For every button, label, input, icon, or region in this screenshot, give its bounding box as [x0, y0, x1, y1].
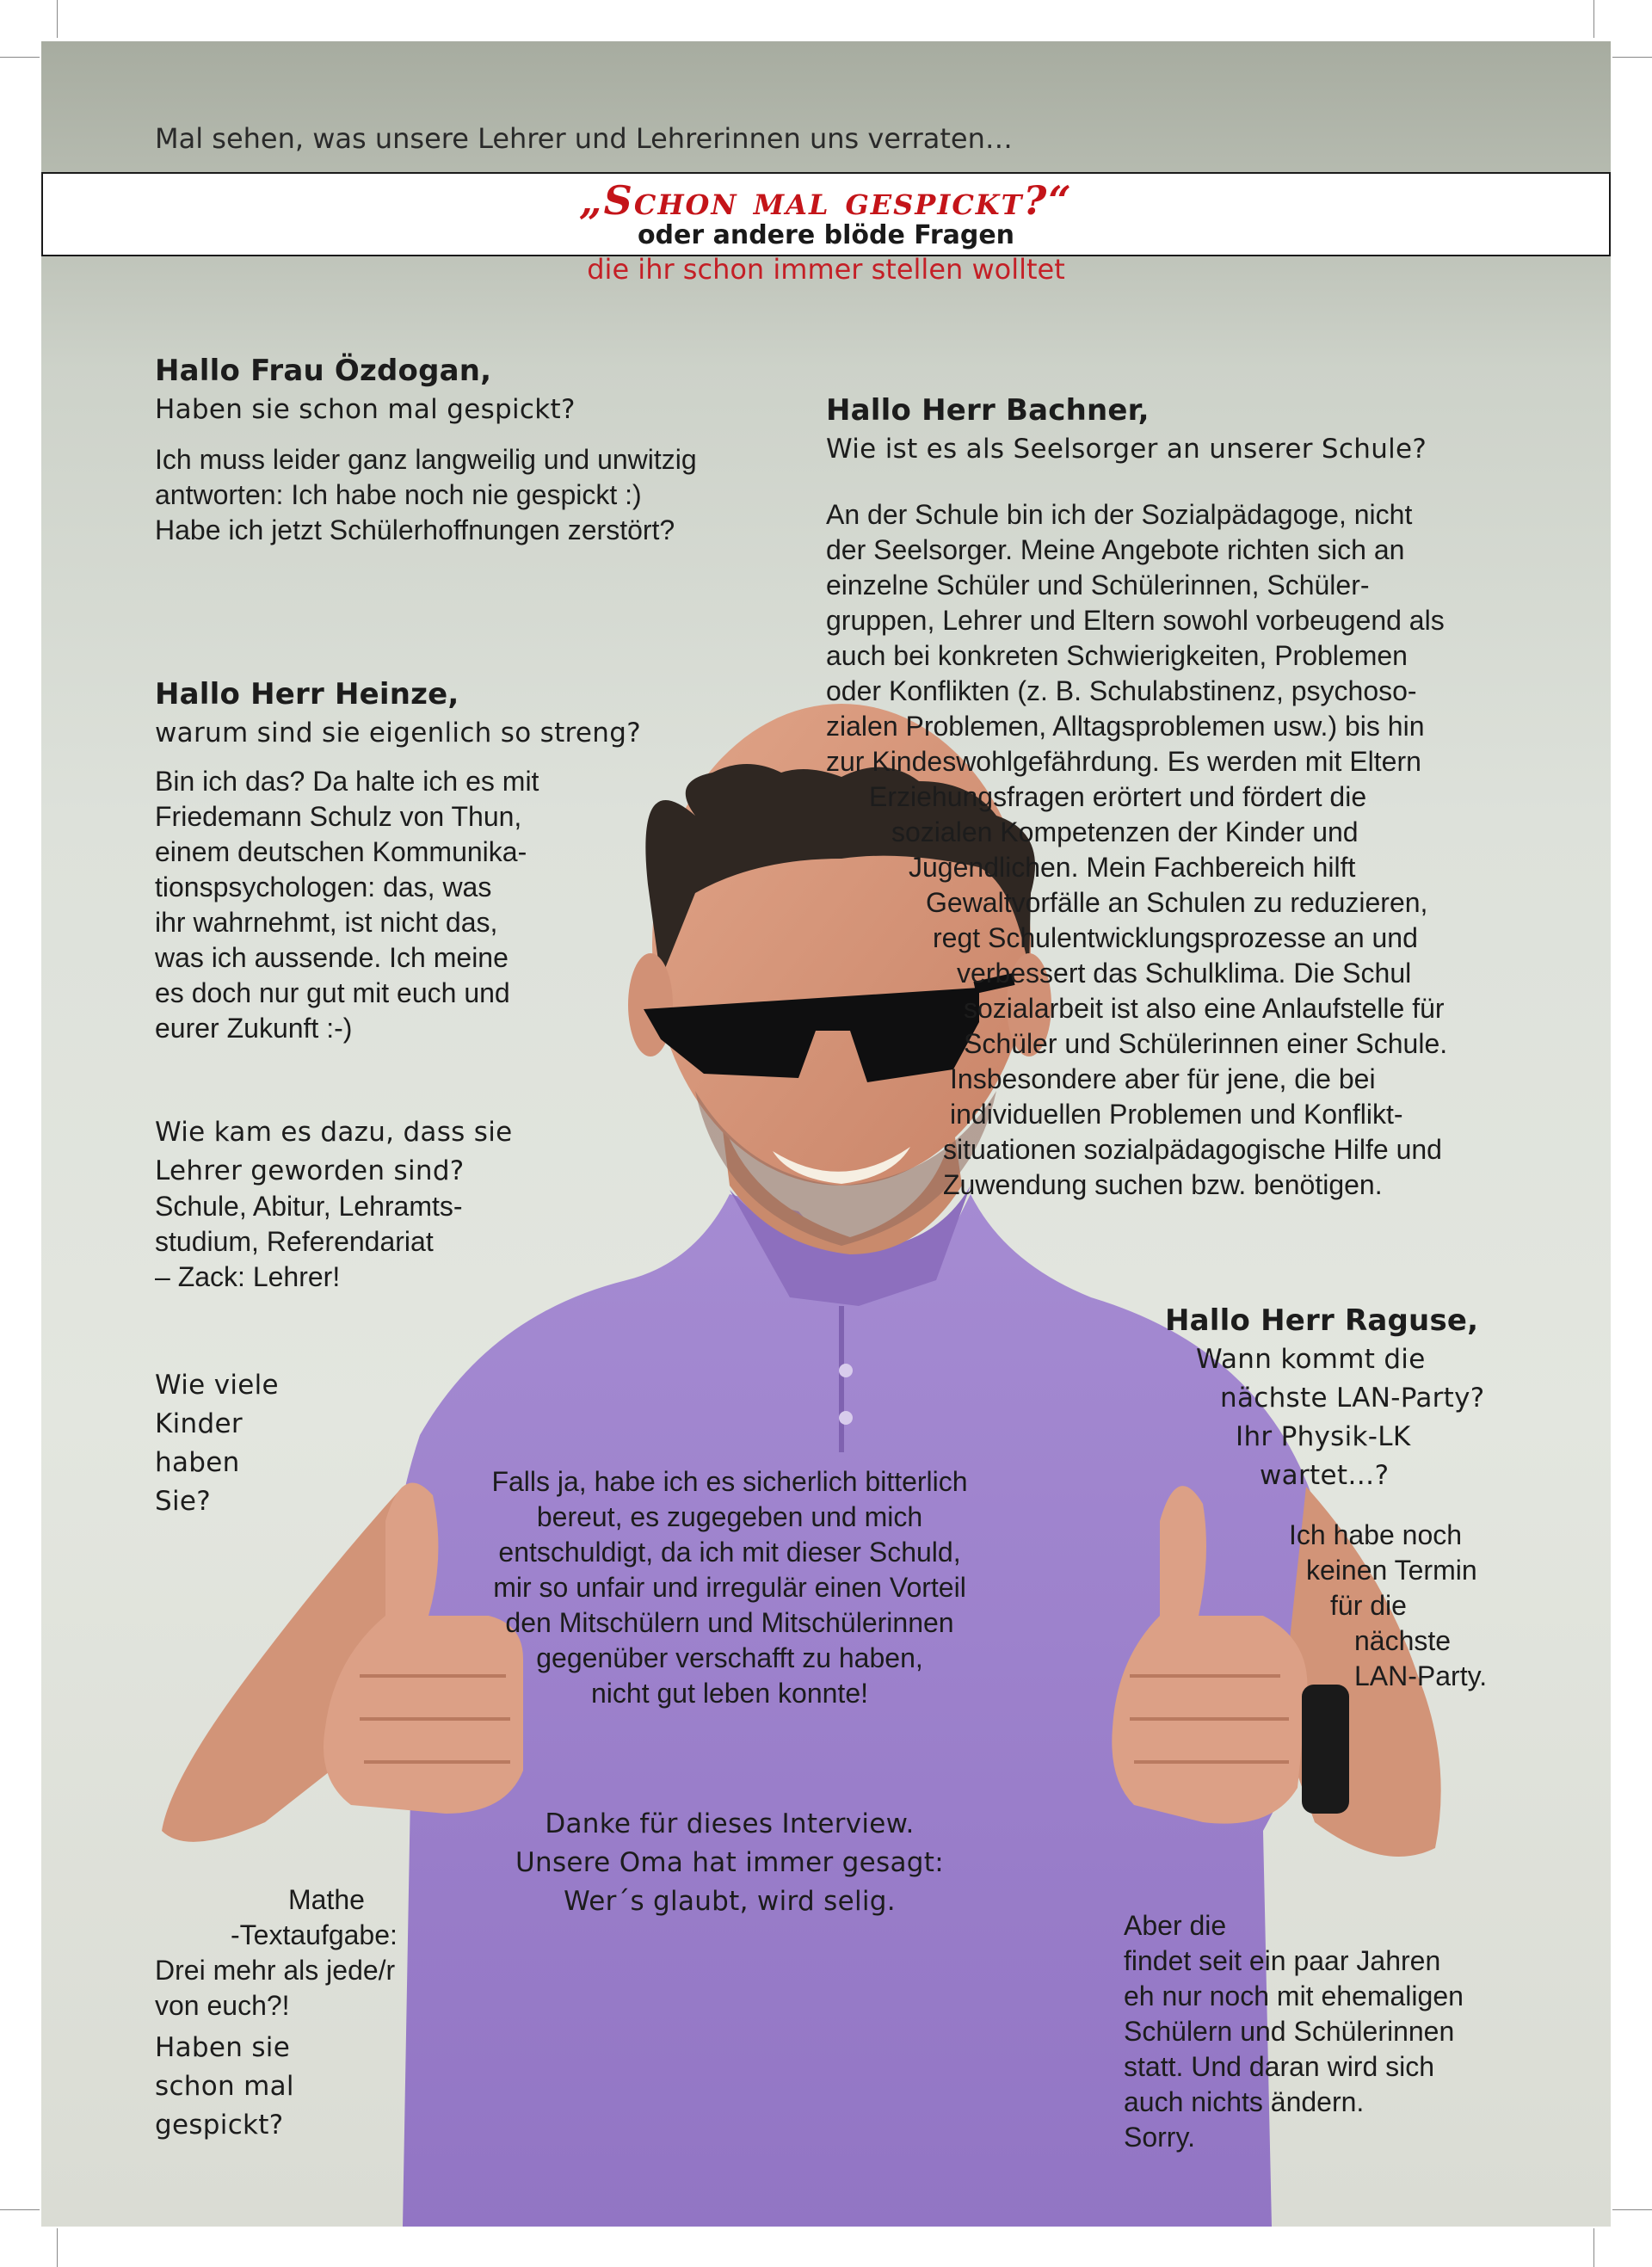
crop-mark — [57, 2228, 58, 2267]
crop-mark — [1593, 0, 1594, 38]
greeting-heinze: Hallo Herr Heinze, — [155, 677, 459, 712]
greeting-raguse: Hallo Herr Raguse, — [1165, 1303, 1479, 1338]
answer-bachner: An der Schule bin ich der Sozialpädagoge, nicht der Seelsorger. Meine Angebote richten sich an einzelne Schüler und Schülerinnen, Schüler- gruppen, Lehrer und Eltern sowohl vorbeugend als auch bei konkreten Schwierigkeiten, Problemen oder Konflikten (z. B. Schulabstinenz, psychoso- zialen Problemen, Alltagsproblemen usw.) bis hin zur Kindeswohlgefährdung. Es werden mit Eltern Erziehungsfragen erörtert und fördert die sozialen Kompetenzen der Kinder und Jugendlichen. Mein Fachbereich hilft Gewaltvorfälle an Schulen zu reduzieren, regt Schulentwicklungsprozesse an und verbessert das Schulklima. Die Schul sozialarbeit ist also eine Anlaufstelle für Schüler und Schülerinnen einer Schule. Insbesondere aber für jene, die bei individuellen Problemen und Konflikt- situationen sozialpädagogische Hilfe und Zuwendung suchen bzw. benötigen. — [826, 499, 1448, 1200]
closing-remark: Danke für dieses Interview. Unsere Oma hat immer gesagt: Wer´s glaubt, wird selig. — [515, 1808, 944, 1917]
page-title: „Schon mal gespickt?“ — [579, 177, 1073, 224]
greeting-oezdogan: Hallo Frau Özdogan, — [155, 354, 492, 388]
crop-mark — [1612, 57, 1652, 58]
crop-mark — [0, 57, 40, 58]
question-oezdogan: Haben sie schon mal gespickt? — [155, 394, 576, 425]
crop-mark — [0, 2209, 40, 2210]
answer-raguse: Ich habe noch keinen Termin für die nächste LAN-Party. — [1289, 1519, 1488, 1691]
crop-mark — [1612, 2209, 1652, 2210]
question-heinze-4: Haben sie schon mal gespickt? — [155, 2032, 294, 2141]
page-subtitle: oder andere blöde Fragen — [637, 220, 1015, 250]
greeting-bachner: Hallo Herr Bachner, — [826, 393, 1150, 428]
question-raguse: Wann kommt die nächste LAN-Party? Ihr Physik-LK wartet…? — [1196, 1344, 1485, 1491]
answer-heinze-3: Mathe -Textaufgabe: Drei mehr als jede/r von euch?! — [155, 1884, 398, 2021]
question-bachner: Wie ist es als Seelsorger an unserer Schule? — [826, 434, 1427, 465]
kicker-line: Mal sehen, was unsere Lehrer und Lehrerinnen uns verraten… — [155, 122, 1013, 155]
answer-raguse-2: Aber die findet seit ein paar Jahren eh nur noch mit ehemaligen Schülern und Schülerinnen statt. Und daran wird sich auch nichts ändern. Sorry. — [1124, 1910, 1464, 2153]
crop-mark — [1593, 2228, 1594, 2267]
question-heinze-3: Wie viele Kinder haben Sie? — [155, 1370, 279, 1517]
watch — [1302, 1685, 1349, 1814]
answer-heinze-4: Falls ja, habe ich es sicherlich bitterlich bereut, es zugegeben und mich entschuldigt, da ich mit dieser Schuld, mir so unfair und irregulär einen Vorteil den Mitschülern und Mitschülerinnen gegenüber verschafft zu haben, nicht gut leben konnte! — [491, 1466, 968, 1709]
question-heinze: warum sind sie eigenlich so streng? — [155, 718, 641, 748]
answer-heinze: Bin ich das? Da halte ich es mit Friedemann Schulz von Thun, einem deutschen Kommunika- tionspsychologen: das, was ihr wahrnehmt, ist nicht das, was ich aussende. Ich meine es doch nur gut mit euch und eurer Zukunft :-) — [155, 766, 539, 1044]
crop-mark — [57, 0, 58, 38]
magazine-page — [41, 41, 1611, 2227]
answer-oezdogan: Ich muss leider ganz langweilig und unwitzig antworten: Ich habe noch nie gespickt :) Habe ich jetzt Schülerhoffnungen zerstört? — [155, 444, 697, 545]
answer-heinze-2: Schule, Abitur, Lehramts- studium, Referendariat – Zack: Lehrer! — [155, 1191, 463, 1292]
question-heinze-2: Wie kam es dazu, dass sie Lehrer geworden sind? — [155, 1117, 513, 1186]
title-banner — [41, 172, 1611, 256]
page-tagline: die ihr schon immer stellen wolltet — [587, 253, 1065, 286]
